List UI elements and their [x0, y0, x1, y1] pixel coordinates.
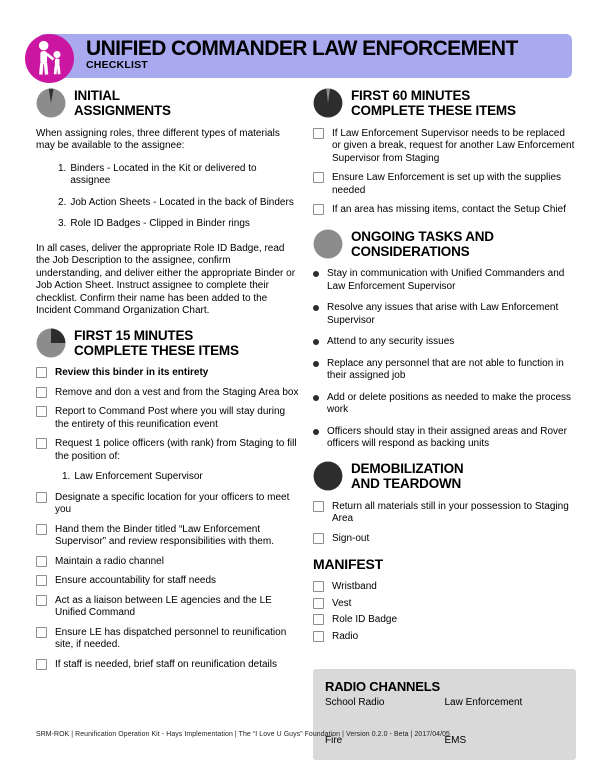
manifest-checklist [313, 581, 576, 643]
section-header-initial-assignments [36, 88, 299, 119]
first-15-checklist [36, 367, 299, 671]
adult-child-icon [25, 34, 74, 83]
checkbox[interactable] [36, 595, 47, 606]
section-title: DEMOBILIZATION AND TEARDOWN [351, 460, 464, 491]
checkbox[interactable] [36, 406, 47, 417]
checklist-item-label: Role ID Badge [332, 614, 398, 626]
section-title: FIRST 15 MINUTES COMPLETE THESE ITEMS [74, 327, 239, 358]
checklist-item-label: If staff is needed, brief staff on reunification details [55, 658, 277, 670]
checkbox[interactable] [36, 387, 47, 398]
checklist-item[interactable] [313, 614, 576, 627]
section-header-first-15-minutes [36, 328, 299, 359]
checklist-item-label: Ensure LE has dispatched personnel to reunification site, if needed. [55, 626, 287, 651]
checklist-item-label: Maintain a radio channel [55, 555, 164, 567]
checklist-item-label: Vest [332, 597, 352, 609]
checklist-item-label: Act as a liaison between LE agencies and the LE Unified Command [55, 594, 272, 619]
checkbox[interactable] [36, 627, 47, 638]
checkbox[interactable] [313, 501, 324, 512]
materials-numbered-list [58, 163, 299, 231]
checkbox[interactable] [36, 492, 47, 503]
bullet-item: Add or delete positions as needed to make the process work [313, 392, 576, 417]
checklist-item[interactable] [313, 501, 576, 526]
bullet-item: Resolve any issues that arise with Law Enforcement Supervisor [313, 302, 576, 327]
section-title: INITIAL ASSIGNMENTS [74, 88, 171, 118]
checklist-item[interactable] [313, 631, 576, 644]
bullet-dot-icon [313, 305, 319, 311]
checklist-item[interactable] [36, 387, 299, 400]
checklist-item[interactable] [36, 659, 299, 672]
section-header-first-60-minutes [313, 88, 576, 119]
checklist-item-label: Ensure Law Enforcement is set up with the supplies needed [332, 172, 562, 196]
bullet-dot-icon [313, 339, 319, 345]
circle-gray-icon [313, 229, 343, 259]
checklist-item-label: If Law Enforcement Supervisor needs to be replaced or given a break, request for another Law Enforcement Supervisor from Staging [332, 127, 575, 164]
left-column [36, 88, 299, 760]
header-text [38, 34, 572, 71]
first-60-checklist [313, 128, 576, 217]
pie-quarter-icon [36, 328, 66, 358]
checklist-item[interactable] [36, 406, 299, 431]
checklist-item-label: Remove and don a vest and from the Staging Area box [55, 386, 299, 398]
checklist-item-label: Return all materials still in your possession to Staging Area [332, 500, 569, 525]
checkbox[interactable] [36, 524, 47, 535]
header-banner [38, 34, 572, 78]
checkbox[interactable] [313, 614, 324, 625]
bullet-item: Replace any personnel that are not able to function in their assigned job [313, 358, 576, 383]
checklist-item-label: Wristband [332, 581, 377, 593]
checklist-item-label: Ensure accountability for staff needs [55, 575, 217, 587]
radio-channel-label: School Radio [325, 697, 385, 709]
checkbox[interactable] [36, 659, 47, 670]
page-title: UNIFIED COMMANDER LAW ENFORCEMENT [86, 37, 518, 60]
pie-full-dark-icon [313, 88, 343, 118]
checkbox[interactable] [313, 581, 324, 592]
checklist-item[interactable] [36, 492, 299, 517]
manifest-heading: MANIFEST [313, 556, 383, 573]
checklist-item-label: Request 1 police officers (with rank) from Staging to fill the position of: 1. Law Enforcement Supervisor [55, 438, 299, 485]
demobilization-checklist [313, 501, 576, 546]
checklist-item-label: Sign-out [332, 532, 370, 544]
section-header-demobilization [313, 461, 576, 492]
checklist-item[interactable] [36, 627, 299, 652]
checklist-item[interactable] [36, 575, 299, 588]
checklist-item[interactable] [36, 438, 299, 485]
checklist-item[interactable] [36, 556, 299, 569]
checklist-item[interactable] [313, 598, 576, 611]
bullet-item: Officers should stay in their assigned areas and Rover officers will respond as backing units [313, 426, 576, 451]
numbered-item: 2. Job Action Sheets - Located in the back of Binders [58, 196, 294, 208]
page-subtitle: CHECKLIST [86, 59, 148, 71]
pie-sliver-gray-icon [36, 88, 66, 118]
checklist-item-label: Radio [332, 630, 359, 642]
section-title: FIRST 60 MINUTES COMPLETE THESE ITEMS [351, 88, 516, 118]
radio-channels-heading: RADIO CHANNELS [325, 679, 440, 695]
checklist-item[interactable] [313, 128, 576, 166]
bullet-item: Attend to any security issues [313, 336, 576, 349]
circle-dark-icon [313, 461, 343, 491]
checkbox[interactable] [36, 438, 47, 449]
sub-list-item: 1. Law Enforcement Supervisor [62, 471, 203, 483]
bullet-dot-icon [313, 395, 319, 401]
checkbox[interactable] [36, 367, 47, 378]
checkbox[interactable] [36, 556, 47, 567]
ongoing-bullet-list [313, 268, 576, 451]
initial-intro-text: When assigning roles, three different types of materials may be available to the assignee: [36, 127, 280, 152]
checklist-item[interactable] [36, 524, 299, 549]
checkbox[interactable] [313, 204, 324, 215]
checklist-item[interactable] [36, 367, 299, 380]
radio-channel-label: Law Enforcement [444, 697, 523, 709]
numbered-item: 3. Role ID Badges - Clipped in Binder rings [58, 218, 250, 230]
checklist-item[interactable] [313, 533, 576, 546]
right-column [313, 88, 576, 760]
checklist-item[interactable] [313, 581, 576, 594]
document-footer: SRM-ROK | Reunification Operation Kit - Hays Implementation | The “I Love U Guys” Foundation | Version 0.2.0 - Beta | 2017/04/05 [36, 731, 450, 738]
numbered-item: 1. Binders - Located in the Kit or delivered to assignee [58, 162, 257, 187]
bullet-dot-icon [313, 271, 319, 277]
content-columns [36, 88, 576, 760]
checkbox[interactable] [313, 631, 324, 642]
bullet-dot-icon [313, 429, 319, 435]
checklist-item-label: Hand them the Binder titled “Law Enforcement Supervisor” and review responsibilities with them. [55, 523, 274, 548]
checklist-item-label: Review this binder in its entirety [55, 367, 209, 379]
checkbox[interactable] [36, 575, 47, 586]
bullet-dot-icon [313, 361, 319, 367]
radio-channel-label: EMS [444, 735, 467, 747]
checklist-item-label: If an area has missing items, contact the Setup Chief [332, 204, 567, 216]
checkbox[interactable] [313, 172, 324, 183]
radio-channels-grid [325, 697, 564, 746]
section-title: ONGOING TASKS AND CONSIDERATIONS [351, 228, 494, 259]
checklist-item[interactable] [313, 204, 576, 217]
checkbox[interactable] [313, 533, 324, 544]
checklist-item[interactable] [313, 172, 576, 197]
radio-channel-label: Fire [325, 735, 343, 747]
initial-outro-text: In all cases, deliver the appropriate Role ID Badge, read the Job Description to the assignee, confirm understanding, and deliver either the appropriate Binder or Job Action Sheet. Instruct assignee to complete their checklist. Confirm their name has been added to the Incident Command Organization Chart. [36, 242, 296, 317]
bullet-item: Stay in communication with Unified Commanders and Law Enforcement Supervisor [313, 268, 576, 293]
section-header-ongoing-tasks [313, 229, 576, 260]
checklist-item-label: Report to Command Post where you will stay during the entirety of this reunification event [55, 406, 286, 430]
checklist-item[interactable] [36, 595, 299, 620]
radio-channels-box [313, 669, 576, 760]
checklist-item-label: Designate a specific location for your officers to meet you [55, 491, 290, 516]
checkbox[interactable] [313, 598, 324, 609]
checkbox[interactable] [313, 128, 324, 139]
